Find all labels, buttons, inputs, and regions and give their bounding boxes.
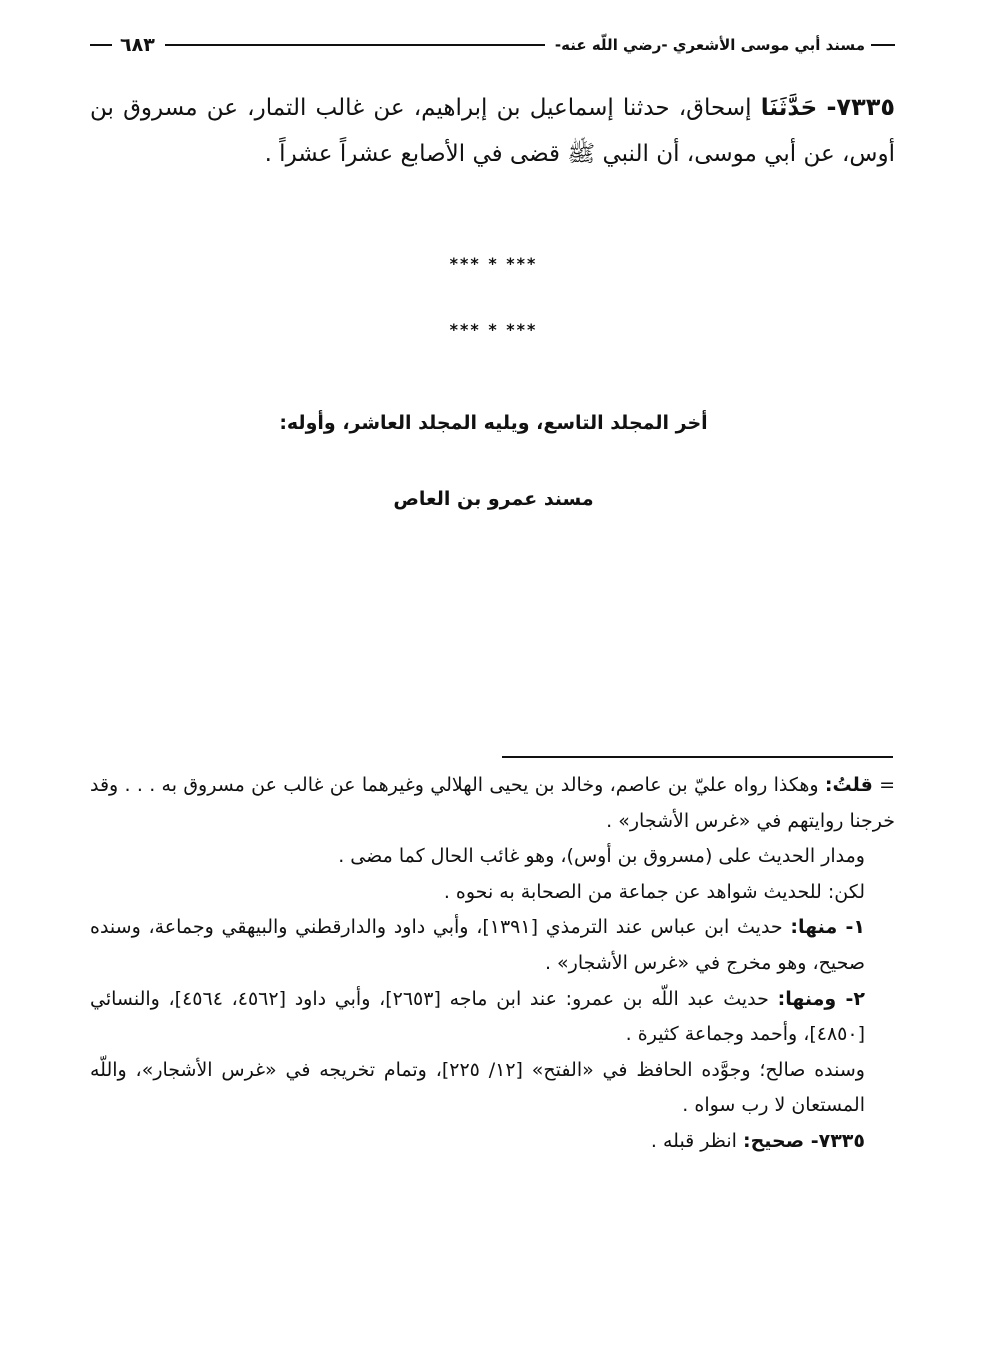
- footnote-paragraph-3: لكن: للحديث شواهد عن جماعة من الصحابة به نحوه .: [443, 880, 865, 903]
- footnotes: [90, 768, 895, 1160]
- grade-text: انظر قبله .: [650, 1129, 737, 1152]
- next-musnad-title: مسند عمرو بن العاص: [393, 488, 594, 510]
- footnote-divider: [502, 756, 893, 758]
- qultu-label: قلتُ:: [824, 774, 873, 796]
- item-2-text: حديث عبد اللّه بن عمرو: عند ابن ماجه [٢٦٥٣]، وأبي داود [٤٥٦٢، ٤٥٦٤]، والنسائي [٤٨٥٠]، وأحمد وجماعة كثيرة .: [90, 987, 865, 1046]
- hadith-number: ٧٣٣٥-: [826, 93, 896, 121]
- footnote-paragraph-2: ومدار الحديث على (مسروق بن أوس)، وهو غائب الحال كما مضى .: [338, 845, 865, 868]
- page-number: ٦٨٣: [120, 34, 155, 56]
- header-trailing-dash: [90, 44, 112, 46]
- hadith-lead: حَدَّثَنَا: [760, 95, 818, 121]
- item-2-label: ٢- ومنها:: [777, 987, 866, 1010]
- hadith-body: [90, 84, 895, 177]
- footnote-paragraph-1: [90, 768, 895, 839]
- footnote-item-2: [90, 982, 895, 1053]
- hadith-text: إسحاق، حدثنا إسماعيل بن إبراهيم، عن غالب التمار، عن مسروق بن أوس، عن أبي موسى، أن النبي ﷺ قضى في الأصابع عشراً عشراً .: [90, 95, 895, 167]
- footnote-text-1: وهكذا رواه عليّ بن عاصم، وخالد بن يحيى الهلالي وغيرهما عن غالب عن مسروق به . . . وقد خرجنا روايتهم في «غرس الأشجار» .: [90, 774, 895, 832]
- item-1-text: حديث ابن عباس عند الترمذي [١٣٩١]، وأبي داود والدارقطني والبيهقي وجماعة، وسنده صحيح، وهو مخرج في «غرس الأشجار» .: [90, 916, 865, 974]
- running-header: [90, 30, 895, 60]
- star-separator-top: *** * ***: [449, 254, 538, 273]
- continuation-mark: =: [879, 774, 896, 796]
- header-rule: [165, 44, 545, 46]
- volume-closing-note: أخر المجلد التاسع، ويليه المجلد العاشر، وأوله:: [279, 412, 708, 434]
- header-leading-dash: [871, 44, 895, 46]
- footnote-item-1: [90, 910, 895, 981]
- star-separator-bottom: *** * ***: [449, 320, 538, 339]
- footnote-paragraph-4: وسنده صالح؛ وجوَّده الحافظ في «الفتح» [١٢/ ٢٢٥]، وتمام تخريجه في «غرس الأشجار»، واللّه المستعان لا رب سواه .: [90, 1058, 865, 1117]
- item-1-label: ١- منها:: [790, 916, 865, 939]
- running-title: مسند أبي موسى الأشعري -رضي اللّه عنه-: [554, 36, 865, 54]
- grade-label: ٧٣٣٥- صحيح:: [743, 1129, 865, 1152]
- footnote-grade: [90, 1124, 895, 1160]
